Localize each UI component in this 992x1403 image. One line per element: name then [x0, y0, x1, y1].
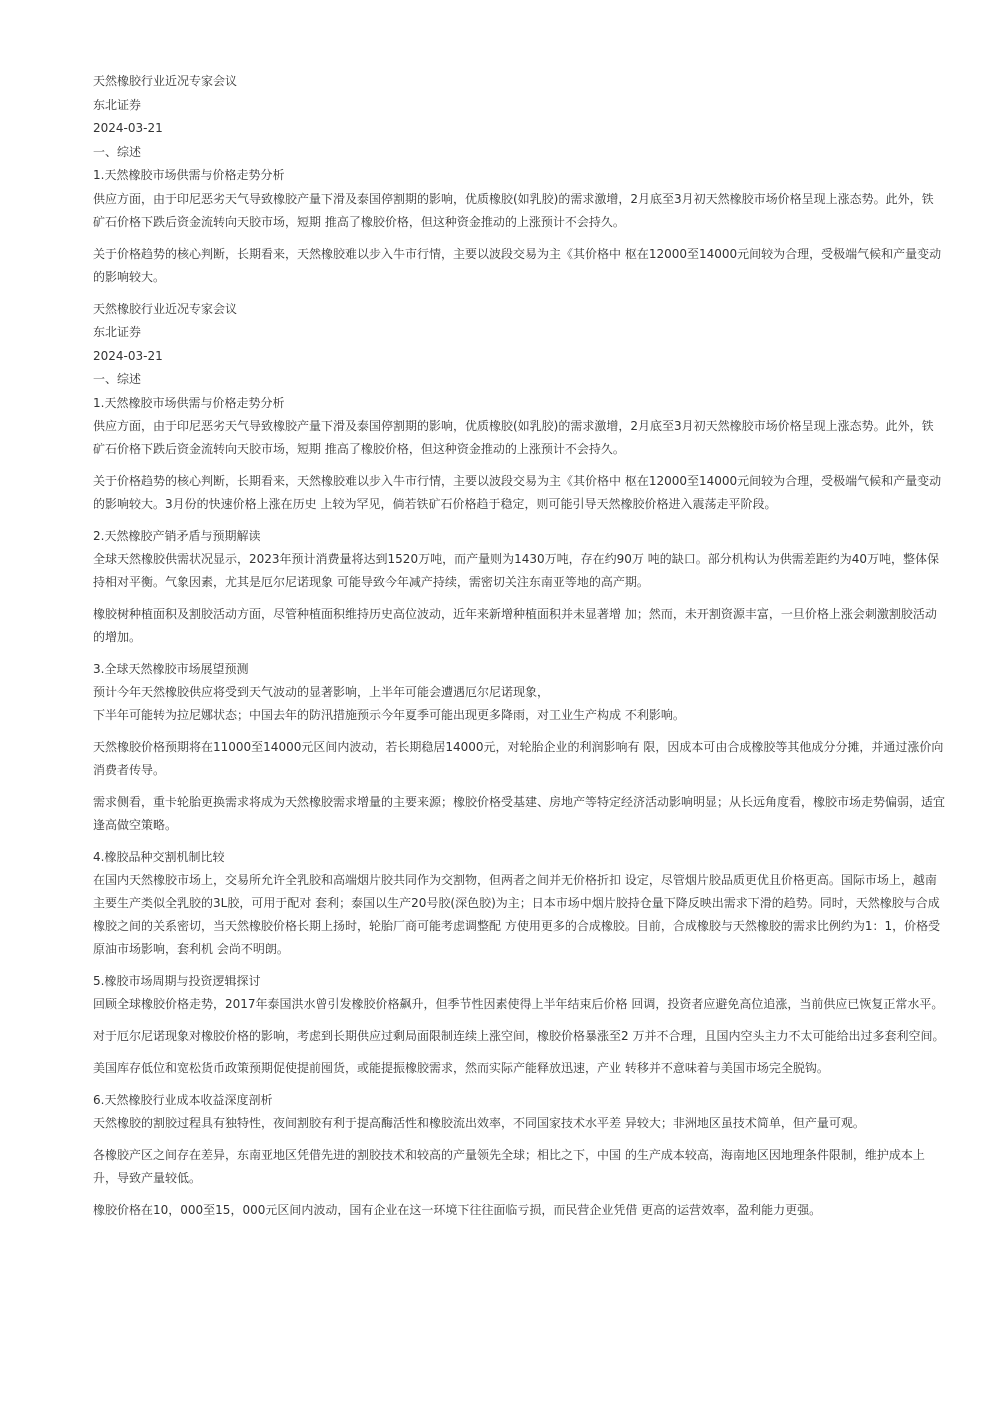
paragraph: 供应方面，由于印尼恶劣天气导致橡胶产量下滑及泰国停割期的影响，优质橡胶(如乳胶)的需求激增，2月底至3月初天然橡胶市场价格呈现上涨态势。此外，铁矿石价格下跌后资金流转向天胶市场，短期 推高了橡胶价格，但这种资金推动的上涨预计不会持久。 [93, 191, 934, 229]
subsection-heading: 6.天然橡胶行业成本收益深度剖析 [93, 1093, 273, 1107]
subsection-heading: 4.橡胶品种交割机制比较 [93, 850, 225, 864]
subsection-heading: 2.天然橡胶产销矛盾与预期解读 [93, 529, 261, 543]
paragraph: 回顾全球橡胶价格走势，2017年泰国洪水曾引发橡胶价格飙升，但季节性因素使得上半年结束后价格 回调，投资者应避免高位追涨，当前供应已恢复正常水平。 [93, 997, 944, 1011]
doc-org: 东北证券 [93, 97, 142, 112]
subsection-heading: 3.全球天然橡胶市场展望预测 [93, 662, 249, 676]
section-heading: 一、综述 [93, 372, 142, 386]
section-heading: 一、综述 [93, 144, 142, 159]
subsection-heading: 5.橡胶市场周期与投资逻辑探讨 [93, 974, 261, 988]
paragraph-line: 下半年可能转为拉尼娜状态；中国去年的防汛措施预示今年夏季可能出现更多降雨，对工业生产构成 不利影响。 [93, 708, 685, 722]
doc-title: 天然橡胶行业近况专家会议 [93, 301, 238, 316]
paragraph: 关于价格趋势的核心判断，长期看来，天然橡胶难以步入牛市行情，主要以波段交易为主《其价格中 枢在12000至14000元间较为合理，受极端气候和产量变动的影响较大。 [93, 246, 942, 284]
paragraph: 橡胶树种植面积及割胶活动方面，尽管种植面积维持历史高位波动，近年来新增种植面积并未显著增 加；然而，未开割资源丰富，一旦价格上涨会刺激割胶活动的增加。 [93, 607, 937, 644]
paragraph: 橡胶价格在10，000至15，000元区间内波动，国有企业在这一环境下往往面临亏损，而民营企业凭借 更高的运营效率，盈利能力更强。 [93, 1203, 822, 1217]
subsection-heading: 1.天然橡胶市场供需与价格走势分析 [93, 168, 285, 182]
paragraph: 天然橡胶价格预期将在11000至14000元区间内波动，若长期稳居14000元，对轮胎企业的利润影响有 限，因成本可由合成橡胶等其他成分分摊，并通过涨价向消费者传导。 [93, 740, 944, 777]
paragraph: 全球天然橡胶供需状况显示，2023年预计消费量将达到1520万吨，而产量则为1430万吨，存在约90万 吨的缺口。部分机构认为供需差距约为40万吨，整体保持相对平衡。气象因素，尤其是厄尔尼诺现象 可能导致今年减产持续，需密切关注东南亚等地的高产期。 [93, 552, 939, 589]
paragraph: 天然橡胶的割胶过程具有独特性，夜间割胶有利于提高酶活性和橡胶流出效率，不同国家技术水平差 异较大；非洲地区虽技术简单，但产量可观。 [93, 1116, 865, 1130]
paragraph: 各橡胶产区之间存在差异，东南亚地区凭借先进的割胶技术和较高的产量领先全球；相比之下，中国 的生产成本较高，海南地区因地理条件限制，维护成本上升，导致产量较低。 [93, 1148, 925, 1185]
paragraph: 在国内天然橡胶市场上，交易所允许全乳胶和高端烟片胶共同作为交割物，但两者之间并无价格折扣 设定，尽管烟片胶品质更优且价格更高。国际市场上，越南主要生产类似全乳胶的3L胶，可用于配对 套利；泰国以生产20号胶(深色胶)为主；日本市场中烟片胶持仓量下降反映出需求下滑的趋势。同时，天然橡胶与合成橡胶之间的关系密切，当天然橡胶价格长期上扬时，轮胎厂商可能考虑调整配 方使用更多的合成橡胶。目前，合成橡胶与天然橡胶的需求比例约为1：1，价格受原油市场影响，套利机 会尚不明朗。 [93, 873, 941, 956]
doc-org: 东北证券 [93, 325, 142, 339]
doc-date: 2024-03-21 [93, 121, 163, 135]
paragraph: 美国库存低位和宽松货币政策预期促使提前囤货，或能提振橡胶需求，然而实际产能释放迅速，产业 转移并不意味着与美国市场完全脱钩。 [93, 1061, 829, 1075]
document-body [93, 70, 945, 1222]
paragraph-line: 预计今年天然橡胶供应将受到天气波动的显著影响，上半年可能会遭遇厄尔尼诺现象， [93, 685, 550, 699]
doc-title: 天然橡胶行业近况专家会议 [93, 74, 238, 88]
doc-date: 2024-03-21 [93, 348, 163, 363]
paragraph: 供应方面，由于印尼恶劣天气导致橡胶产量下滑及泰国停割期的影响，优质橡胶(如乳胶)的需求激增，2月底至3月初天然橡胶市场价格呈现上涨态势。此外，铁矿石价格下跌后资金流转向天胶市场，短期 推高了橡胶价格，但这种资金推动的上涨预计不会持久。 [93, 419, 934, 456]
paragraph: 关于价格趋势的核心判断，长期看来，天然橡胶难以步入牛市行情，主要以波段交易为主《其价格中 枢在12000至14000元间较为合理，受极端气候和产量变动的影响较大。3月份的快速价格上涨在历史 上较为罕见，倘若铁矿石价格趋于稳定，则可能引导天然橡胶价格进入震荡走平阶段。 [93, 474, 942, 511]
paragraph: 对于厄尔尼诺现象对橡胶价格的影响，考虑到长期供应过剩局面限制连续上涨空间，橡胶价格暴涨至2 万并不合理，且国内空头主力不太可能给出过多套利空间。 [93, 1029, 945, 1043]
subsection-heading: 1.天然橡胶市场供需与价格走势分析 [93, 395, 285, 410]
paragraph: 需求侧看，重卡轮胎更换需求将成为天然橡胶需求增量的主要来源；橡胶价格受基建、房地产等特定经济活动影响明显；从长远角度看，橡胶市场走势偏弱，适宜逢高做空策略。 [93, 795, 946, 832]
